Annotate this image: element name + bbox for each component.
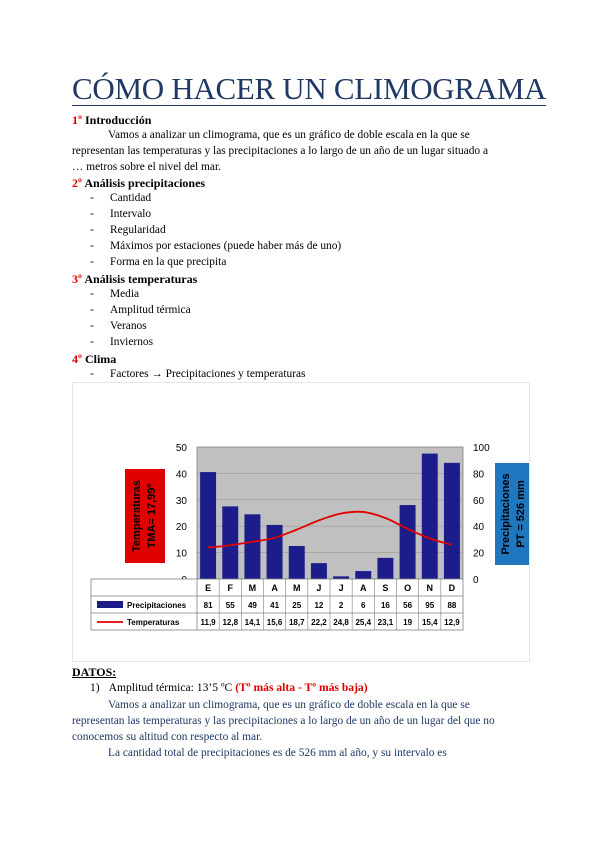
section-title: Análisis precipitaciones — [84, 176, 206, 190]
page-title: CÓMO HACER UN CLIMOGRAMA — [72, 71, 547, 106]
month-label: J — [338, 583, 344, 593]
section-number: 2º — [72, 176, 82, 190]
precipitation-value-label: 12 — [314, 601, 324, 610]
section-heading-precipitaciones — [72, 176, 205, 191]
right-tick-label: 80 — [473, 469, 485, 481]
datos-item-number: 1) — [90, 681, 100, 694]
intro-line-3: … metros sobre el nivel del mar. — [72, 161, 221, 173]
precipitation-value-label: 41 — [270, 601, 280, 610]
right-tick-label: 40 — [473, 522, 485, 534]
right-tick-label: 0 — [473, 575, 479, 586]
left-tick-label: 50 — [175, 443, 187, 454]
legend-label-precipitaciones: Precipitaciones — [127, 601, 187, 610]
precipitation-bar — [444, 463, 460, 579]
intro-line-2: representan las temperaturas y las precipitaciones a lo largo de un año de un lugar situado a — [72, 145, 489, 157]
precipitation-badge-title: Precipitaciones — [500, 473, 512, 555]
month-label: N — [426, 583, 433, 593]
left-tick-label: 30 — [175, 495, 187, 507]
temperature-value-label: 24,8 — [333, 618, 349, 627]
section-heading-temperaturas — [72, 272, 197, 287]
climograma-svg — [73, 383, 529, 661]
month-label: D — [448, 583, 456, 593]
temperature-value-label: 14,1 — [244, 618, 261, 627]
precipitation-bar — [400, 505, 416, 579]
temperature-value-label: 15,6 — [266, 618, 283, 627]
temperature-badge-value: TMA= 17,99º — [146, 483, 158, 549]
datos-p1-line-2: representan las temperaturas y las precipitaciones a lo largo de un año de un lugar del que no — [72, 715, 495, 727]
precipitation-badge-value: PT = 526 mm — [515, 480, 527, 548]
precipitation-value-label: 6 — [361, 601, 366, 610]
right-tick-label: 60 — [473, 495, 485, 507]
temperature-value-label: 19 — [403, 618, 413, 627]
precipitation-value-label: 81 — [203, 601, 213, 610]
section-title: Análisis temperaturas — [84, 272, 198, 286]
right-tick-label: 100 — [473, 443, 490, 454]
precipitation-value-label: 16 — [380, 601, 390, 610]
temperature-value-label: 11,9 — [200, 618, 216, 627]
precipitation-value-label: 2 — [338, 601, 344, 610]
section-number: 1º — [72, 113, 82, 127]
right-tick-label: 20 — [473, 548, 485, 560]
precipitation-bar — [267, 525, 283, 579]
datos-p2-line-1: La cantidad total de precipitaciones es de 526 mm al año, y su intervalo es — [108, 747, 447, 759]
month-label: O — [404, 583, 412, 593]
precipitation-bar — [377, 558, 393, 579]
precipitation-bar — [311, 563, 327, 579]
temperature-value-label: 22,2 — [311, 618, 327, 627]
precipitation-bar — [289, 546, 305, 579]
precipitation-value-label: 49 — [247, 601, 257, 610]
datos-item-label: Amplitud térmica: 13’5 ºC — [108, 681, 233, 694]
precipitation-bar — [422, 454, 438, 579]
precipitation-value-label: 25 — [292, 601, 302, 610]
datos-item-1 — [90, 681, 368, 694]
section-title: Clima — [84, 352, 117, 366]
legend-key-precipitaciones — [97, 601, 123, 608]
precipitation-bar — [244, 514, 260, 579]
precipitation-value-label: 88 — [447, 601, 457, 610]
month-label: A — [360, 583, 367, 593]
month-label: E — [205, 583, 212, 593]
temperature-value-label: 23,1 — [377, 618, 394, 627]
temperature-badge-title: Temperaturas — [131, 480, 143, 552]
precipitation-value-label: 55 — [225, 601, 235, 610]
month-label: M — [248, 583, 257, 593]
month-label: J — [316, 583, 322, 593]
temperature-value-label: 25,4 — [355, 618, 372, 627]
legend-label-temperaturas: Temperaturas — [127, 618, 180, 627]
climograma-chart — [72, 382, 530, 662]
left-tick-label: 40 — [175, 469, 187, 481]
section-heading-clima — [72, 352, 116, 367]
section-number: 4º — [72, 352, 82, 366]
precipitation-value-label: 95 — [425, 601, 435, 610]
month-label: F — [227, 583, 233, 593]
left-tick-label: 20 — [175, 522, 187, 534]
datos-heading: DATOS: — [72, 665, 117, 679]
section-title: Introducción — [84, 113, 152, 127]
temperature-value-label: 12,8 — [222, 618, 239, 627]
section-number: 3º — [72, 272, 82, 286]
precipitation-value-label: 56 — [403, 601, 413, 610]
temperature-value-label: 18,7 — [288, 618, 305, 627]
precipitation-bar — [200, 472, 216, 579]
temperature-value-label: 15,4 — [421, 618, 438, 627]
datos-item-highlight: (Tº más alta - Tº más baja) — [235, 681, 368, 694]
intro-line-1: Vamos a analizar un climograma, que es un gráfico de doble escala en la que se — [108, 129, 470, 141]
left-tick-label: 10 — [175, 548, 187, 560]
month-label: A — [271, 583, 278, 593]
datos-p1-line-3: conocemos su altitud con respecto al mar. — [72, 731, 263, 743]
section-heading-intro — [72, 113, 151, 128]
month-label: S — [382, 583, 389, 593]
temperature-value-label: 12,9 — [444, 618, 460, 627]
precipitation-bar — [355, 571, 371, 579]
precipitation-bar — [222, 506, 238, 579]
month-label: M — [293, 583, 301, 593]
datos-p1-line-1: Vamos a analizar un climograma, que es un gráfico de doble escala en la que se — [108, 699, 470, 711]
